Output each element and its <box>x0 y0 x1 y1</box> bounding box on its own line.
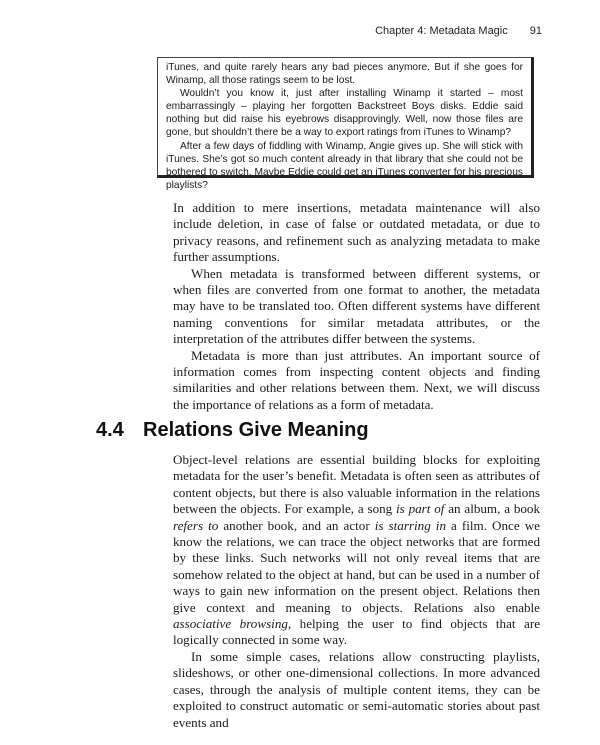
body-text-1 <box>173 200 540 413</box>
section-title: Relations Give Meaning <box>143 419 369 441</box>
page-number: 91 <box>529 25 542 37</box>
box-paragraph-2: Wouldn’t you know it, just after installing Winamp it started – most embarrassingly – playing her forgotten Backstreet Boys disks. Eddie said nothing but did raise his eyebrows disapprovingly. Well, now those files are gone, but shouldn’t there be a way to export ratings from iTunes to Winamp? <box>166 88 523 139</box>
text-run: Object-level relations are essential building blocks for exploiting metadata for the user’s benefit. Metadata is often seen as attributes of content objects, but there is also valuable information in the relations between the objects. For example, a song <box>173 452 540 517</box>
section-heading <box>96 419 369 442</box>
running-header <box>375 25 542 37</box>
paragraph: When metadata is transformed between different systems, or when files are converted from one format to another, the metadata may have to be translated too. Often different systems have different naming conventions for similar metadata attributes, or the interpretation of the attributes differ between the systems. <box>173 265 540 347</box>
emphasis: is part of <box>396 501 445 517</box>
paragraph: Metadata is more than just attributes. An important source of information comes from inspecting content objects and finding similarities and other relations between them. Next, we will discuss the importance of relations as a form of metadata. <box>173 347 540 412</box>
text-run: a film. Once we know the relations, we can trace the object networks that are formed by these links. Such networks will not only reveal items that are somehow related to the object at hand, but can be used in a number of ways to gain new information on the present object. Relations then give context and meaning to objects. Relations also enable <box>173 517 540 615</box>
box-paragraph-1: iTunes, and quite rarely hears any bad pieces anymore. But if she goes for Winamp, all those ratings seem to be lost. <box>166 62 523 87</box>
paragraph: In some simple cases, relations allow constructing playlists, slideshows, or other one-dimensional collections. In more advanced cases, through the analysis of multiple content items, they can be exploited to construct automatic or semi-automatic stories about past events and <box>173 648 540 730</box>
paragraph: In addition to mere insertions, metadata maintenance will also include deletion, in case of false or outdated metadata, or due to privacy reasons, and refinement such as analyzing metadata to make further assumptions. <box>173 200 540 265</box>
body-text-2 <box>173 452 540 731</box>
chapter-title: Chapter 4: Metadata Magic <box>375 25 508 37</box>
section-number: 4.4 <box>96 419 124 441</box>
story-box <box>157 57 534 191</box>
emphasis: is starring in <box>374 517 446 533</box>
text-run: another book, and an actor <box>218 517 375 533</box>
emphasis: refers to <box>173 517 219 533</box>
text-run: , helping the user to find objects that are logically connected in some way. <box>173 616 541 648</box>
emphasis: associative browsing <box>173 616 288 632</box>
box-paragraph-3: After a few days of fiddling with Winamp, Angie gives up. She will stick with iTunes. She’s got so much content already in that library that she could not be bothered to switch. Maybe Eddie could get an iTunes converter for his precious playlists? <box>166 140 523 191</box>
paragraph <box>173 452 540 649</box>
text-run: an album, a book <box>444 501 541 517</box>
